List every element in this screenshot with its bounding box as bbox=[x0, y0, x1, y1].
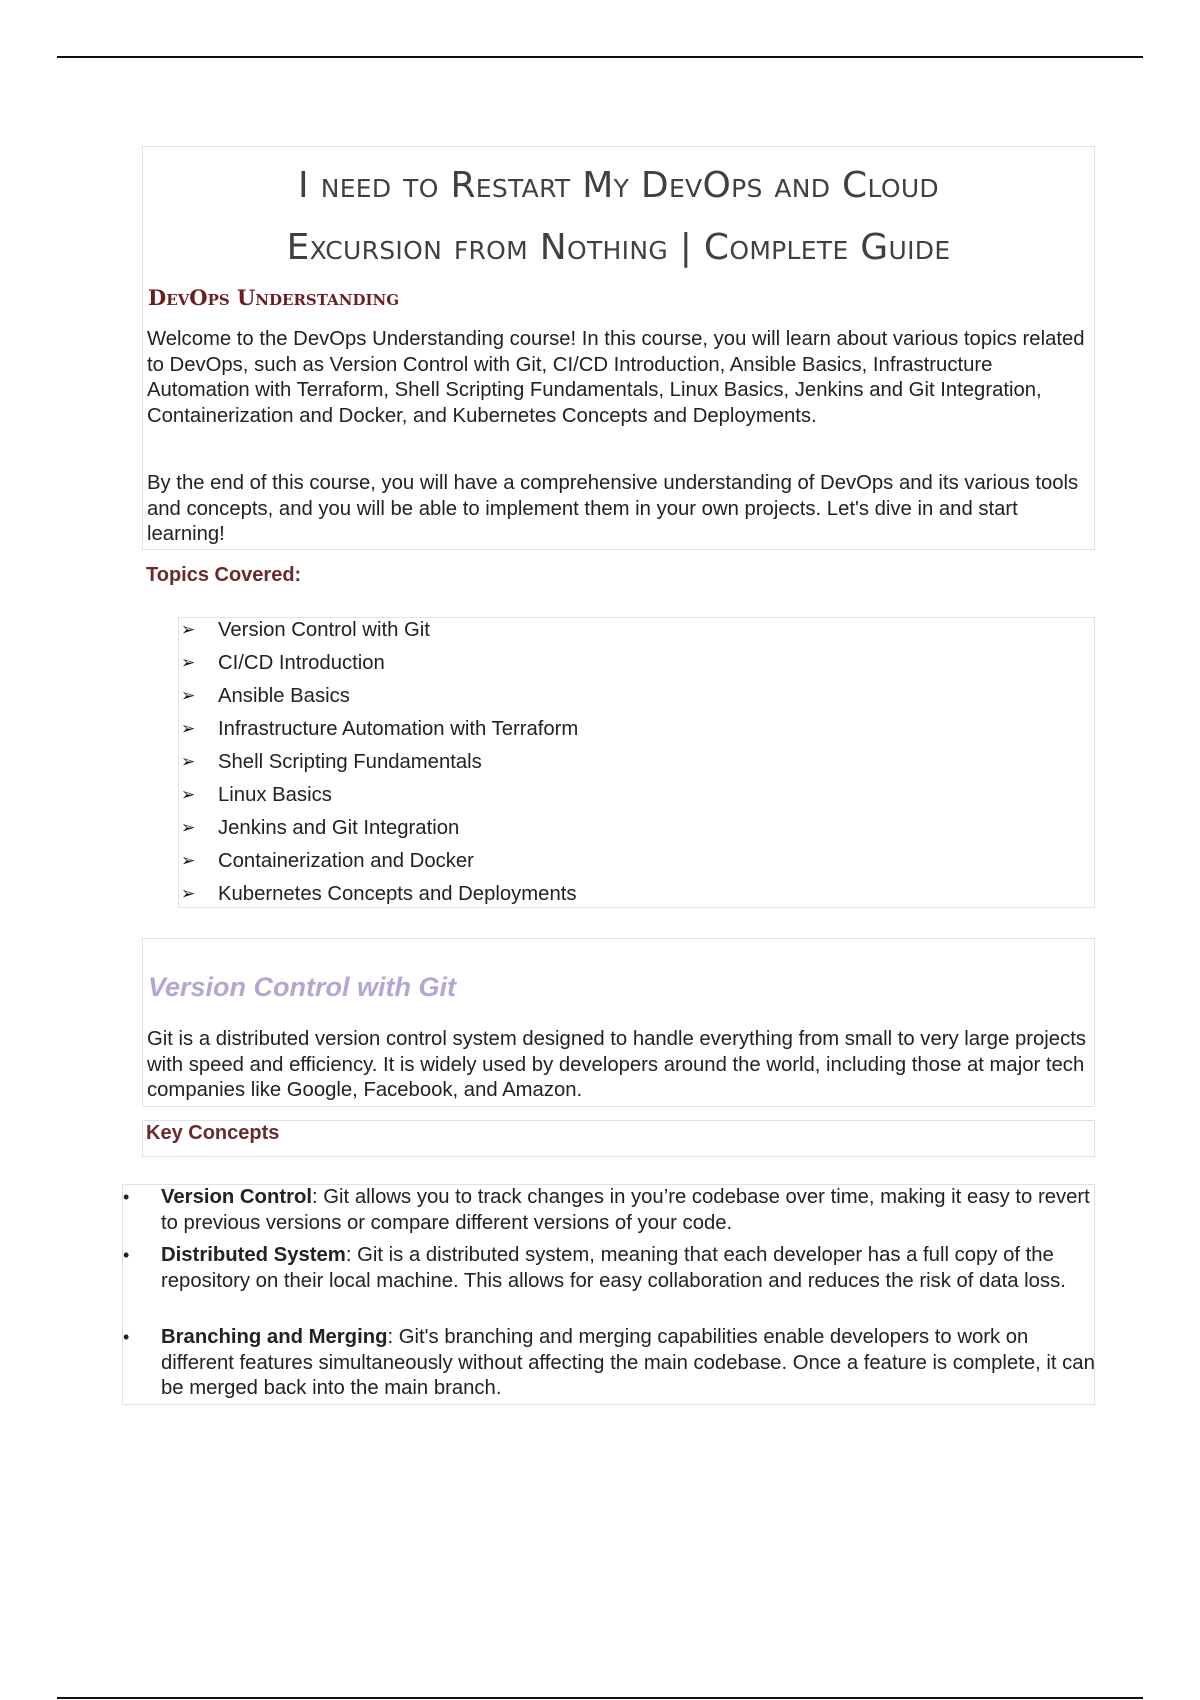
arrow-bullet-icon: ➢ bbox=[181, 818, 196, 837]
arrow-bullet-icon: ➢ bbox=[181, 851, 196, 870]
arrow-bullet-icon: ➢ bbox=[181, 752, 196, 771]
concept-term: Branching and Merging bbox=[161, 1326, 388, 1348]
arrow-bullet-icon: ➢ bbox=[181, 653, 196, 672]
arrow-bullet-icon: ➢ bbox=[181, 785, 196, 804]
concept-item-distributed-system bbox=[123, 1243, 1096, 1294]
arrow-bullet-icon: ➢ bbox=[181, 884, 196, 903]
section-heading-version-control-git: Version Control with Git bbox=[148, 972, 456, 1002]
topic-label: Infrastructure Automation with Terraform bbox=[218, 718, 579, 740]
topic-label: Jenkins and Git Integration bbox=[218, 817, 460, 839]
concept-text: : Git is a distributed system, meaning that each developer has a full copy of the repository on their local machine. This allows for easy collaboration and reduces the risk of data loss. bbox=[161, 1244, 1066, 1292]
key-concepts-heading-box bbox=[142, 1120, 1095, 1157]
topic-label: Version Control with Git bbox=[218, 619, 430, 641]
topic-label: Shell Scripting Fundamentals bbox=[218, 751, 482, 773]
topics-covered-heading: Topics Covered: bbox=[146, 564, 302, 586]
document-title bbox=[143, 155, 1094, 279]
concept-term: Version Control bbox=[161, 1186, 312, 1208]
title-line-1: I need to Restart My DevOps and Cloud bbox=[298, 165, 939, 206]
section-heading-devops-understanding: DevOps Understanding bbox=[148, 285, 399, 310]
topic-label: CI/CD Introduction bbox=[218, 652, 385, 674]
git-paragraph: Git is a distributed version control system designed to handle everything from small to very large projects with speed and efficiency. It is widely used by developers around the world, including those at major tech companies like Google, Facebook, and Amazon. bbox=[147, 1028, 1086, 1101]
arrow-bullet-icon: ➢ bbox=[181, 620, 196, 639]
concept-item-branching-merging bbox=[123, 1325, 1096, 1402]
concept-item-version-control bbox=[123, 1185, 1096, 1236]
key-concepts-box bbox=[122, 1184, 1095, 1405]
concept-text: : Git's branching and merging capabilities enable developers to work on different features simultaneously without affecting the main codebase. Once a feature is complete, it can be merged back into the main branch. bbox=[161, 1326, 1095, 1399]
top-rule bbox=[57, 56, 1143, 58]
topic-label: Ansible Basics bbox=[218, 685, 350, 707]
topics-list-box bbox=[178, 617, 1095, 908]
title-line-2: Excursion from Nothing | Complete Guide bbox=[286, 227, 951, 268]
arrow-bullet-icon: ➢ bbox=[181, 719, 196, 738]
topic-label: Containerization and Docker bbox=[218, 850, 474, 872]
concept-term: Distributed System bbox=[161, 1244, 346, 1266]
bullet-dot-icon: • bbox=[123, 1245, 130, 1265]
arrow-bullet-icon: ➢ bbox=[181, 686, 196, 705]
intro-paragraph-2: By the end of this course, you will have a comprehensive understanding of DevOps and its various tools and concepts, and you will be able to implement them in your own projects. Let's dive in and start learning! bbox=[147, 472, 1079, 545]
topic-label: Linux Basics bbox=[218, 784, 332, 806]
bullet-dot-icon: • bbox=[123, 1187, 130, 1207]
bottom-rule bbox=[57, 1697, 1143, 1699]
key-concepts-heading: Key Concepts bbox=[146, 1122, 280, 1144]
intro-paragraph-1: Welcome to the DevOps Understanding course! In this course, you will learn about various topics related to DevOps, such as Version Control with Git, CI/CD Introduction, Ansible Basics, Infrastructure Automation with Terraform, Shell Scripting Fundamentals, Linux Basics, Jenkins and Git Integration, Containerization and Docker, and Kubernetes Concepts and Deployments. bbox=[147, 328, 1085, 427]
topic-label: Kubernetes Concepts and Deployments bbox=[218, 883, 577, 905]
bullet-dot-icon: • bbox=[123, 1327, 130, 1347]
concept-text: : Git allows you to track changes in you’re codebase over time, making it easy to revert to previous versions or compare different versions of your code. bbox=[161, 1186, 1090, 1234]
intro-section bbox=[142, 146, 1095, 550]
git-section bbox=[142, 938, 1095, 1107]
